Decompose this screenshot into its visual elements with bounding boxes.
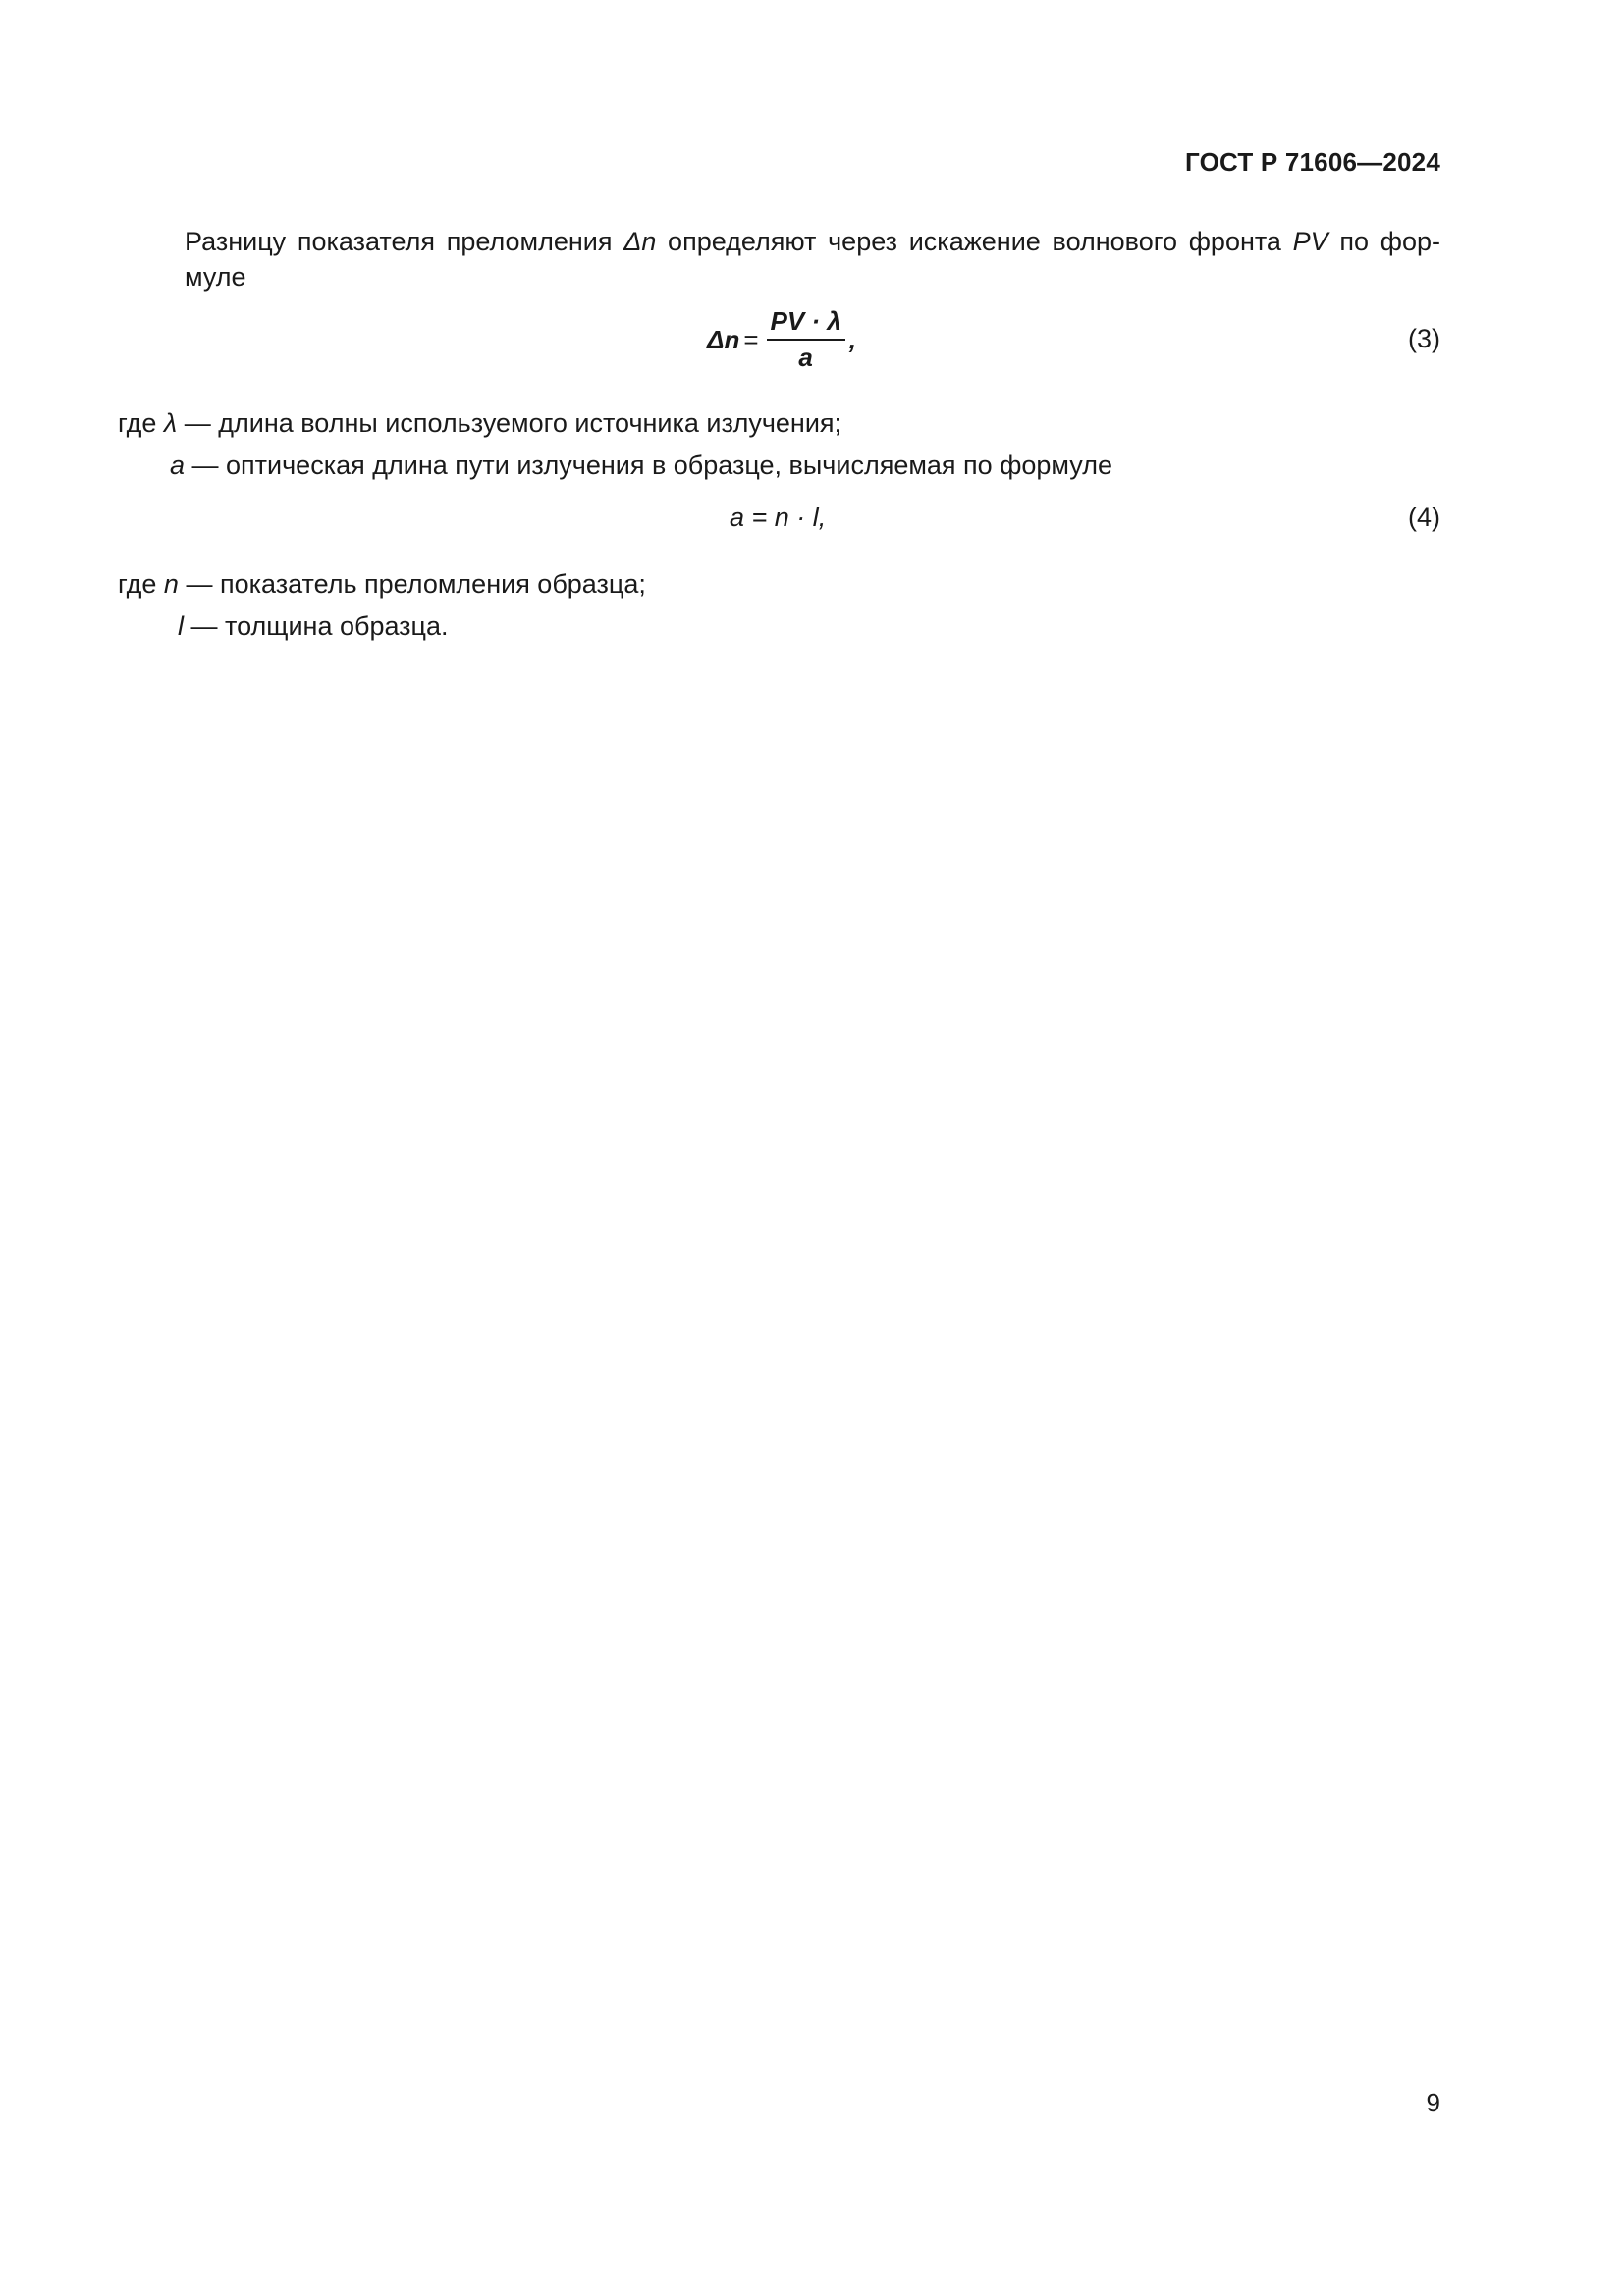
equation-3 [707,306,856,373]
where-line-a [170,451,1112,481]
equation-3-number: (3) [1408,324,1440,353]
equation-3-fraction [767,306,845,373]
equation-4: a = n · l, [730,503,827,532]
equation-4-number: (4) [1408,503,1440,532]
l-description: — толщина образца. [184,612,449,641]
symbol-pv: PV [1292,227,1328,256]
symbol-l: l [178,612,184,641]
equation-4-line [118,503,1440,542]
equation-3-denominator: a [798,343,813,372]
symbol-a: a [170,451,186,480]
where-lead-1: где [118,408,157,438]
equation-3-numerator: PV · λ [767,306,845,341]
page-number: 9 [1426,2088,1440,2117]
equation-3-line [118,306,1440,385]
intro-paragraph [118,224,1440,294]
document-header: ГОСТ Р 71606—2024 [1185,147,1440,177]
where-lead-2: где [118,569,157,599]
equation-3-equals: = [743,324,759,354]
lambda-description: — длина волны используемого источника излучения; [184,408,842,438]
intro-text-1: Разницу показателя преломления [185,227,624,256]
where-line-lambda [118,408,841,439]
intro-text-2: определяют через искажение волнового фронта [656,227,1293,256]
equation-3-lhs: Δn [707,324,740,354]
intro-text-3: по фор-муле [185,227,1441,292]
where-line-n [118,569,646,600]
symbol-lambda: λ [163,408,178,438]
a-description: — оптическая длина пути излучения в образце, вычисляемая по формуле [185,451,1112,480]
equation-3-trail: , [848,324,857,354]
symbol-n: n [163,569,179,599]
where-line-l [178,612,449,642]
symbol-delta-n: Δn [623,227,657,256]
n-description: — показатель преломления образца; [186,569,646,599]
